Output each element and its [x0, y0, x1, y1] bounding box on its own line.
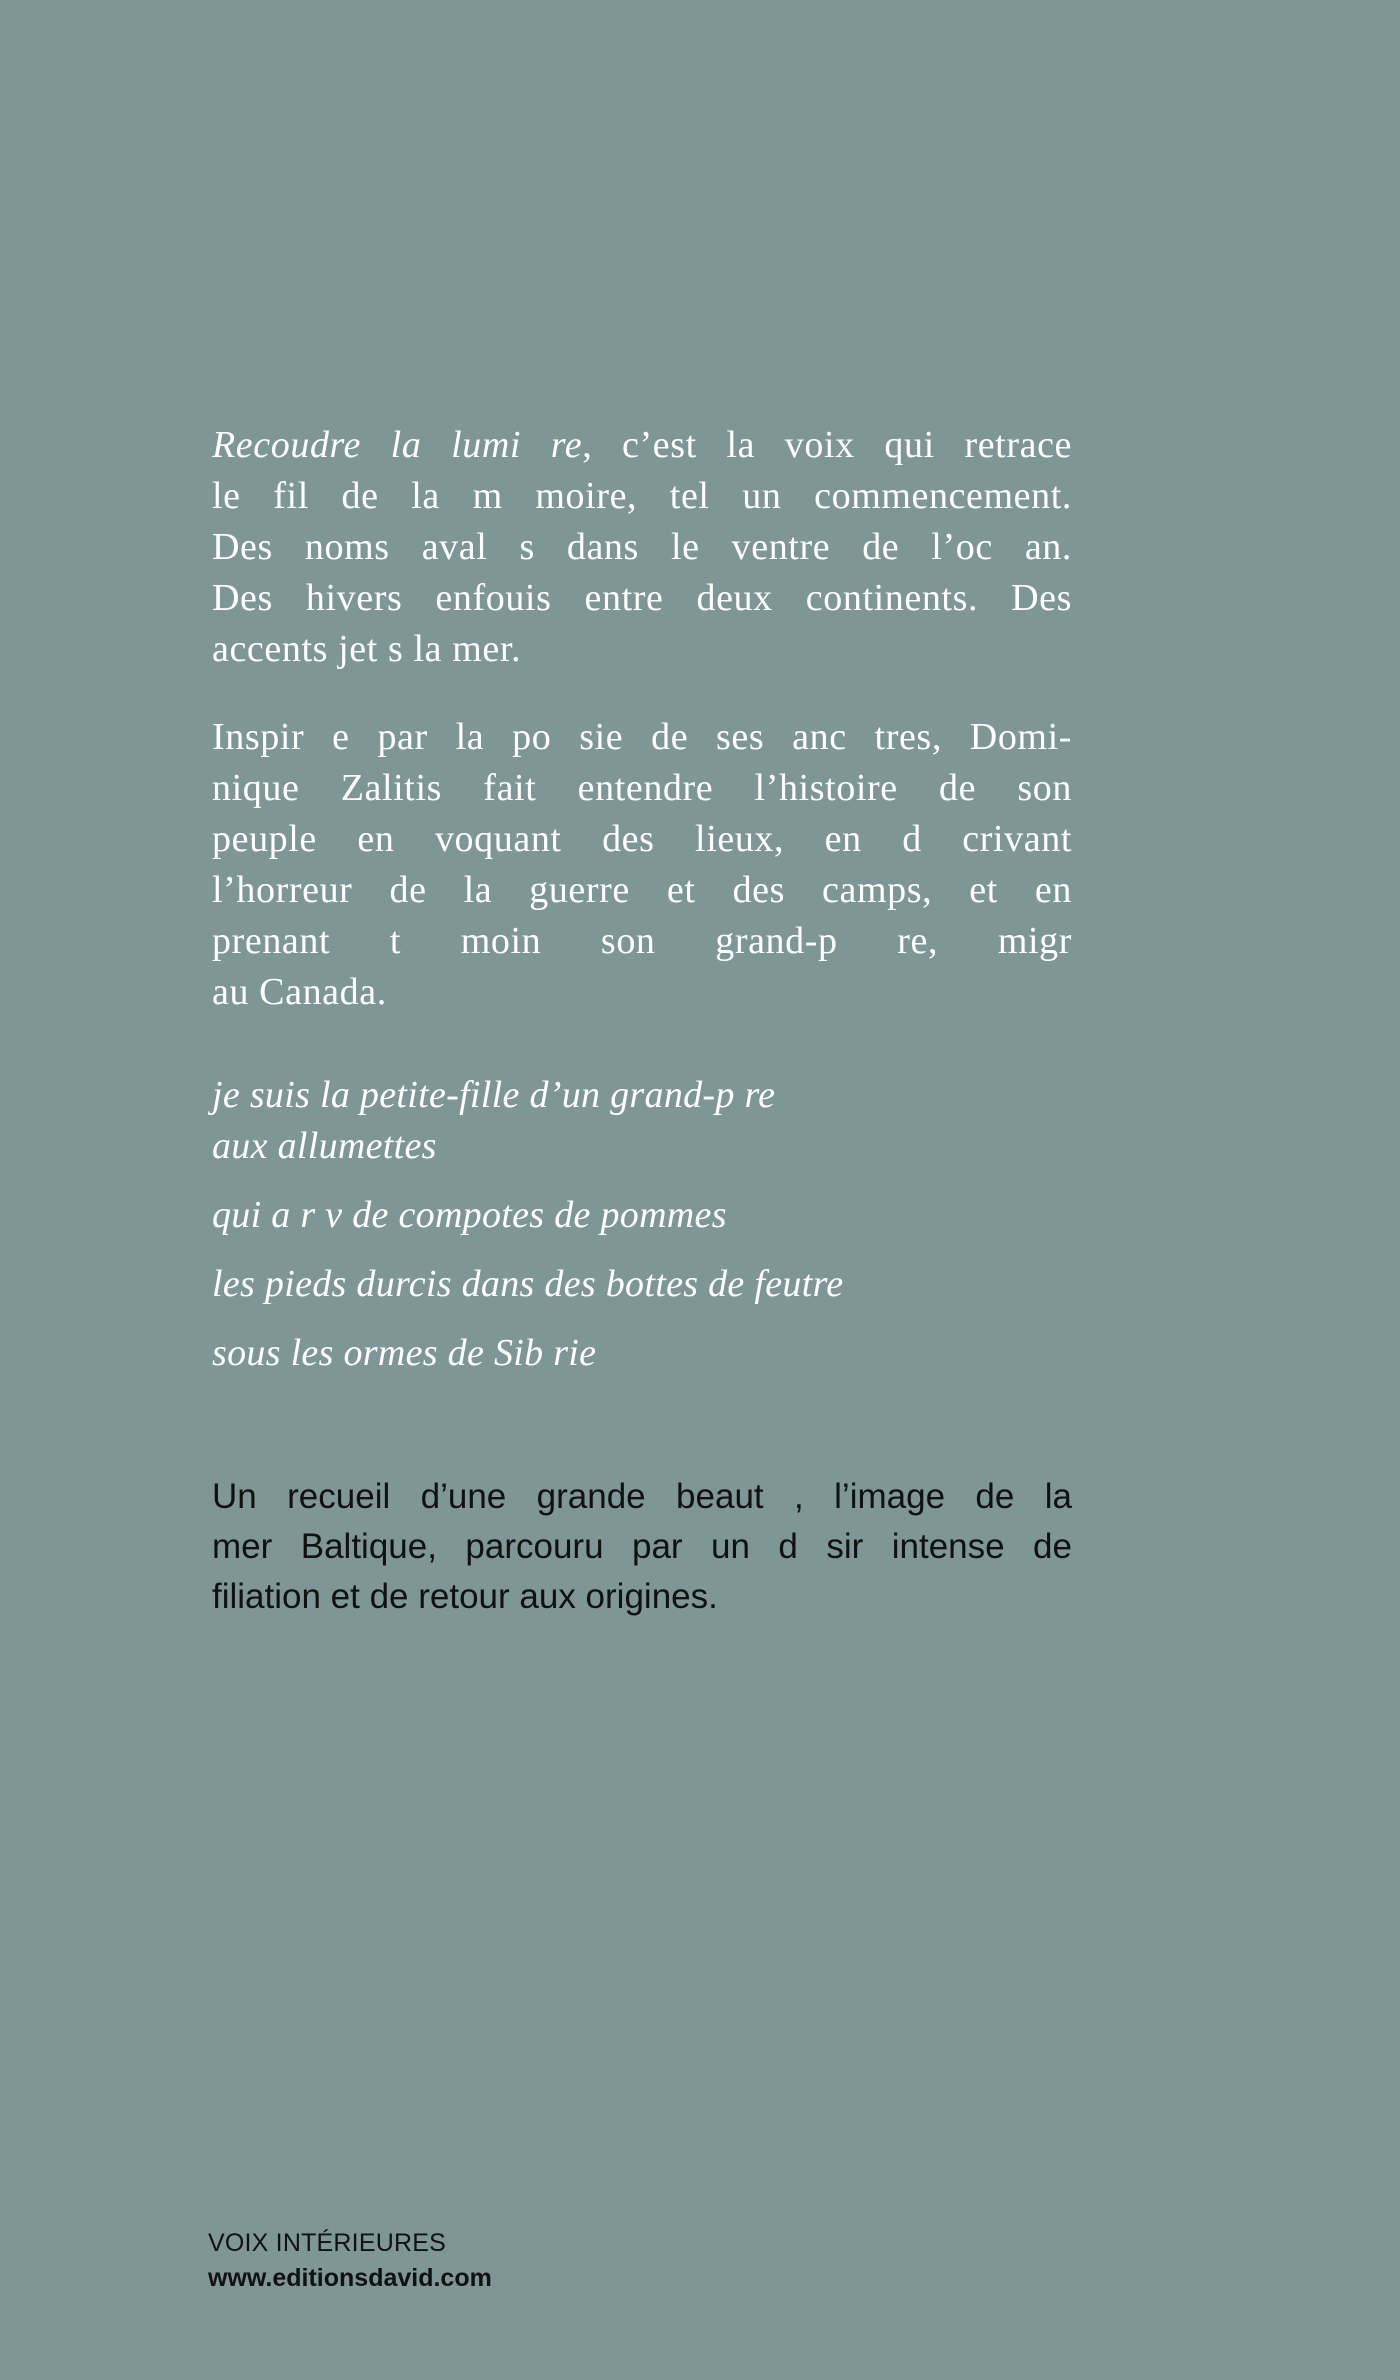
intro-first-line — [212, 420, 1072, 471]
poem-line: sous les ormes de Sib rie — [212, 1332, 597, 1374]
book-title: Recoudre la lumi re — [212, 424, 583, 466]
poem-line: qui a r v de compotes de pommes — [212, 1194, 727, 1236]
intro-line: Des noms aval s dans le ventre de l’oc an. — [212, 526, 1072, 568]
blurb-line: mer Baltique, parcouru par un d sir intense de — [212, 1527, 1072, 1566]
author-paragraph — [212, 712, 1072, 1018]
poem-line: les pieds durcis dans des bottes de feutre — [212, 1263, 844, 1305]
author-line: Inspir e par la po sie de ses anc tres, Domi- — [212, 716, 1072, 758]
poem-stanza — [212, 1328, 1072, 1379]
author-line: prenant t moin son grand-p re, migr — [212, 920, 1072, 962]
poem-line: aux allumettes — [212, 1125, 437, 1167]
poem-line: je suis la petite-fille d’un grand-p re — [212, 1074, 776, 1116]
author-line: peuple en voquant des lieux, en d crivant — [212, 818, 1072, 860]
author-line: l’horreur de la guerre et des camps, et en — [212, 869, 1072, 911]
poem-stanza — [212, 1190, 1072, 1241]
blurb-line: Un recueil d’une grande beaut , l’image de la — [212, 1477, 1072, 1516]
author-line: nique Zalitis fait entendre l’histoire de son — [212, 767, 1072, 809]
publisher-website: www.editionsdavid.com — [208, 2264, 492, 2292]
publisher-footer — [208, 2226, 492, 2296]
series-name: VOIX INTÉRIEURES — [208, 2229, 446, 2257]
author-line: au Canada. — [212, 971, 387, 1013]
poem-stanza — [212, 1259, 1072, 1310]
intro-line: le fil de la m moire, tel un commencement. — [212, 475, 1072, 517]
intro-line: Des hivers enfouis entre deux continents. Des — [212, 577, 1072, 619]
book-blurb — [212, 1472, 1072, 1622]
intro-paragraph — [212, 420, 1072, 675]
intro-line: accents jet s la mer. — [212, 628, 522, 670]
intro-first-line-text: , c’est la voix qui retrace — [582, 424, 1072, 466]
blurb-line: filiation et de retour aux origines. — [212, 1577, 718, 1616]
poem-excerpt — [212, 1070, 1072, 1379]
poem-stanza — [212, 1070, 1072, 1172]
